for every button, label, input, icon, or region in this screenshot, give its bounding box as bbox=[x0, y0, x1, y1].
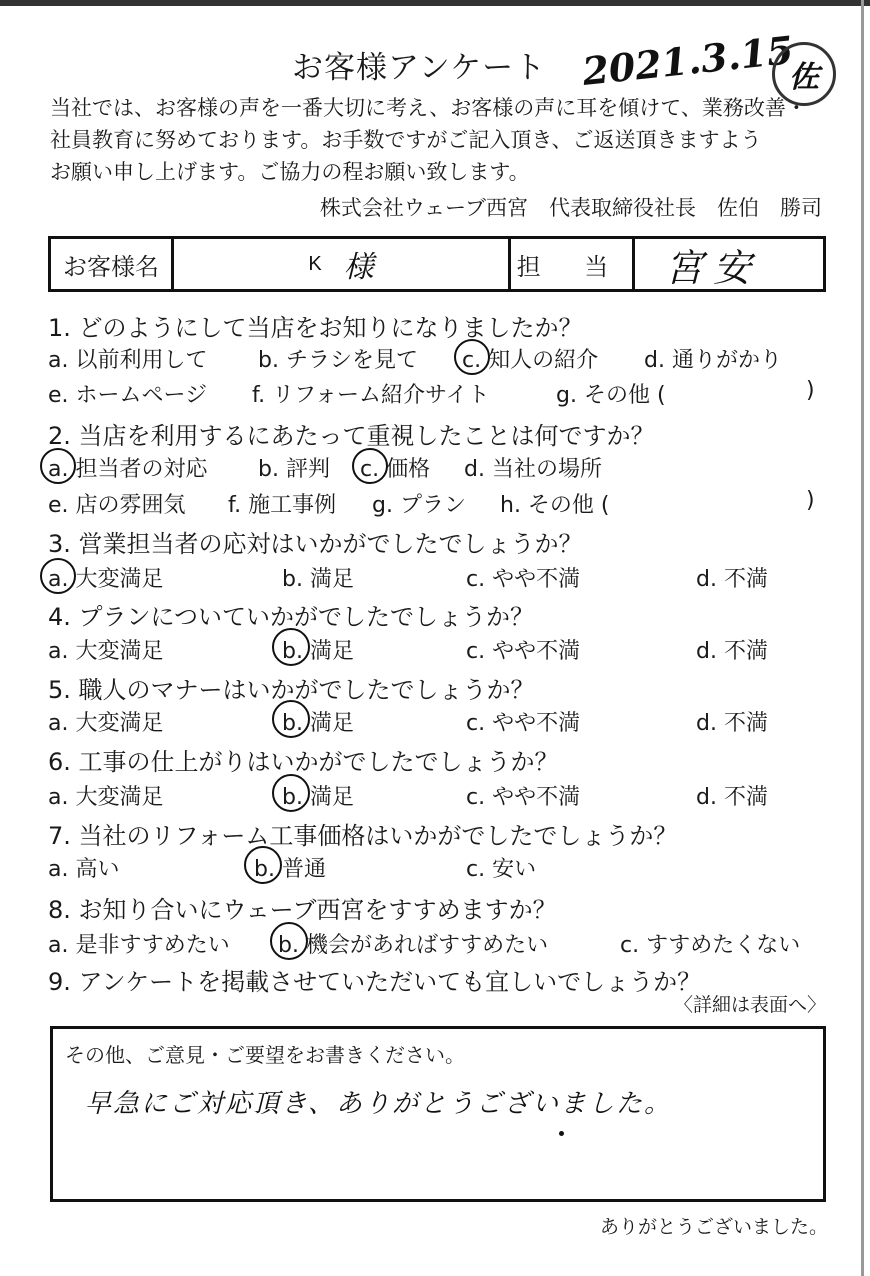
q7-option-b: b. 普通 bbox=[254, 857, 326, 882]
ink-dot bbox=[559, 1131, 564, 1136]
q1-option-c: c. 知人の紹介 bbox=[462, 348, 599, 373]
q7-option-a: a. 高い bbox=[48, 857, 120, 882]
q8-option-a: a. 是非すすめたい bbox=[48, 933, 230, 958]
footer-thanks: ありがとうございました。 bbox=[599, 1216, 828, 1238]
comment-label: その他、ご意見・ご要望をお書きください。 bbox=[65, 1043, 465, 1067]
q2-option-f: f. 施工事例 bbox=[228, 493, 337, 518]
q4-answer-circle bbox=[272, 628, 310, 666]
q1-option-b: b. チラシを見て bbox=[258, 348, 418, 373]
comment-box bbox=[50, 1026, 826, 1202]
q6-answer-circle bbox=[272, 774, 310, 812]
q1-option-d: d. 通りがかり bbox=[644, 348, 782, 373]
q5-option-d: d. 不満 bbox=[696, 711, 768, 736]
q5-option-c: c. やや不満 bbox=[466, 711, 581, 736]
question-1: 1. どのようにして当店をお知りになりましたか？ bbox=[48, 314, 583, 342]
q2-option-e: e. 店の雰囲気 bbox=[48, 493, 186, 518]
q2-option-c: c. 価格 bbox=[360, 457, 431, 482]
q4-option-b: b. 満足 bbox=[282, 639, 354, 664]
q2-answer-circle-c bbox=[352, 448, 388, 484]
customer-name-field bbox=[174, 239, 511, 289]
q2-option-a: a. 担当者の対応 bbox=[48, 457, 208, 482]
intro-line: 当社では、お客様の声を一番大切に考え、お客様の声に耳を傾けて、業務改善・ bbox=[50, 96, 807, 120]
question-2: 2. 当店を利用するにあたって重視したことは何ですか？ bbox=[48, 422, 655, 450]
q2-option-h: h. その他 ( bbox=[500, 493, 610, 518]
handwritten-date: 2021.3.15 bbox=[580, 27, 796, 94]
q4-option-d: d. 不満 bbox=[696, 639, 768, 664]
q2-option-d: d. 当社の場所 bbox=[464, 457, 602, 482]
question-3: 3. 営業担当者の応対はいかがでしたでしょうか？ bbox=[48, 530, 583, 558]
intro-line: 社員教育に努めております。お手数ですがご記入頂き、ご返送頂きますよう bbox=[50, 128, 762, 152]
detail-note: 〈詳細は表面へ〉 bbox=[673, 994, 826, 1016]
q3-option-a: a. 大変満足 bbox=[48, 567, 164, 592]
question-9: 9. アンケートを掲載させていただいても宜しいでしょうか？ bbox=[48, 968, 702, 996]
q3-option-d: d. 不満 bbox=[696, 567, 768, 592]
q2-close-paren: ) bbox=[806, 488, 815, 513]
scan-edge-right bbox=[861, 0, 864, 1276]
q2-option-g: g. プラン bbox=[372, 493, 466, 518]
q5-option-b: b. 満足 bbox=[282, 711, 354, 736]
page-title: お客様アンケート bbox=[292, 50, 547, 86]
customer-initial: K bbox=[308, 252, 322, 275]
q1-option-f: f. リフォーム紹介サイト bbox=[252, 383, 490, 408]
q6-option-d: d. 不満 bbox=[696, 785, 768, 810]
q2-option-b: b. 評判 bbox=[258, 457, 330, 482]
question-8: 8. お知り合いにウェーブ西宮をすすめますか？ bbox=[48, 896, 557, 924]
customer-suffix: 様 bbox=[343, 250, 374, 285]
q3-answer-circle bbox=[40, 558, 76, 594]
q7-option-c: c. 安い bbox=[466, 857, 537, 882]
q1-close-paren: ) bbox=[806, 378, 815, 403]
q1-answer-circle bbox=[454, 339, 490, 375]
comment-handwriting: 早急にご対応頂き、ありがとうございました。 bbox=[85, 1089, 672, 1119]
q1-option-e: e. ホームページ bbox=[48, 383, 208, 408]
customer-staff-table bbox=[48, 236, 826, 292]
q6-option-a: a. 大変満足 bbox=[48, 785, 164, 810]
company-signature: 株式会社ウェーブ西宮 代表取締役社長 佐伯 勝司 bbox=[319, 196, 822, 220]
q8-option-c: c. すすめたくない bbox=[620, 933, 801, 958]
question-5: 5. 職人のマナーはいかがでしたでしょうか？ bbox=[48, 676, 535, 704]
q7-answer-circle bbox=[244, 846, 282, 884]
question-6: 6. 工事の仕上がりはいかがでしたでしょうか？ bbox=[48, 748, 559, 776]
q2-answer-circle-a bbox=[40, 448, 76, 484]
q5-option-a: a. 大変満足 bbox=[48, 711, 164, 736]
question-7: 7. 当社のリフォーム工事価格はいかがでしたでしょうか？ bbox=[48, 822, 678, 850]
q3-option-c: c. やや不満 bbox=[466, 567, 581, 592]
intro-text bbox=[50, 92, 840, 188]
question-4: 4. プランについていかがでしたでしょうか？ bbox=[48, 603, 535, 631]
q6-option-c: c. やや不満 bbox=[466, 785, 581, 810]
customer-label: お客様名 bbox=[51, 239, 174, 289]
q8-answer-circle bbox=[270, 922, 308, 960]
q8-option-b: b. 機会があればすすめたい bbox=[278, 933, 549, 958]
q6-option-b: b. 満足 bbox=[282, 785, 354, 810]
q5-answer-circle bbox=[272, 700, 310, 738]
seal-stamp: 佐 bbox=[772, 42, 836, 106]
intro-line: お願い申し上げます。ご協力の程お願い致します。 bbox=[50, 160, 530, 184]
q1-option-g: g. その他 ( bbox=[556, 383, 666, 408]
staff-label: 担 当 bbox=[511, 239, 635, 289]
q4-option-c: c. やや不満 bbox=[466, 639, 581, 664]
staff-name: 宮安 bbox=[665, 245, 762, 290]
q3-option-b: b. 満足 bbox=[282, 567, 354, 592]
scan-edge-top bbox=[0, 0, 870, 6]
q4-option-a: a. 大変満足 bbox=[48, 639, 164, 664]
q1-option-a: a. 以前利用して bbox=[48, 348, 208, 373]
